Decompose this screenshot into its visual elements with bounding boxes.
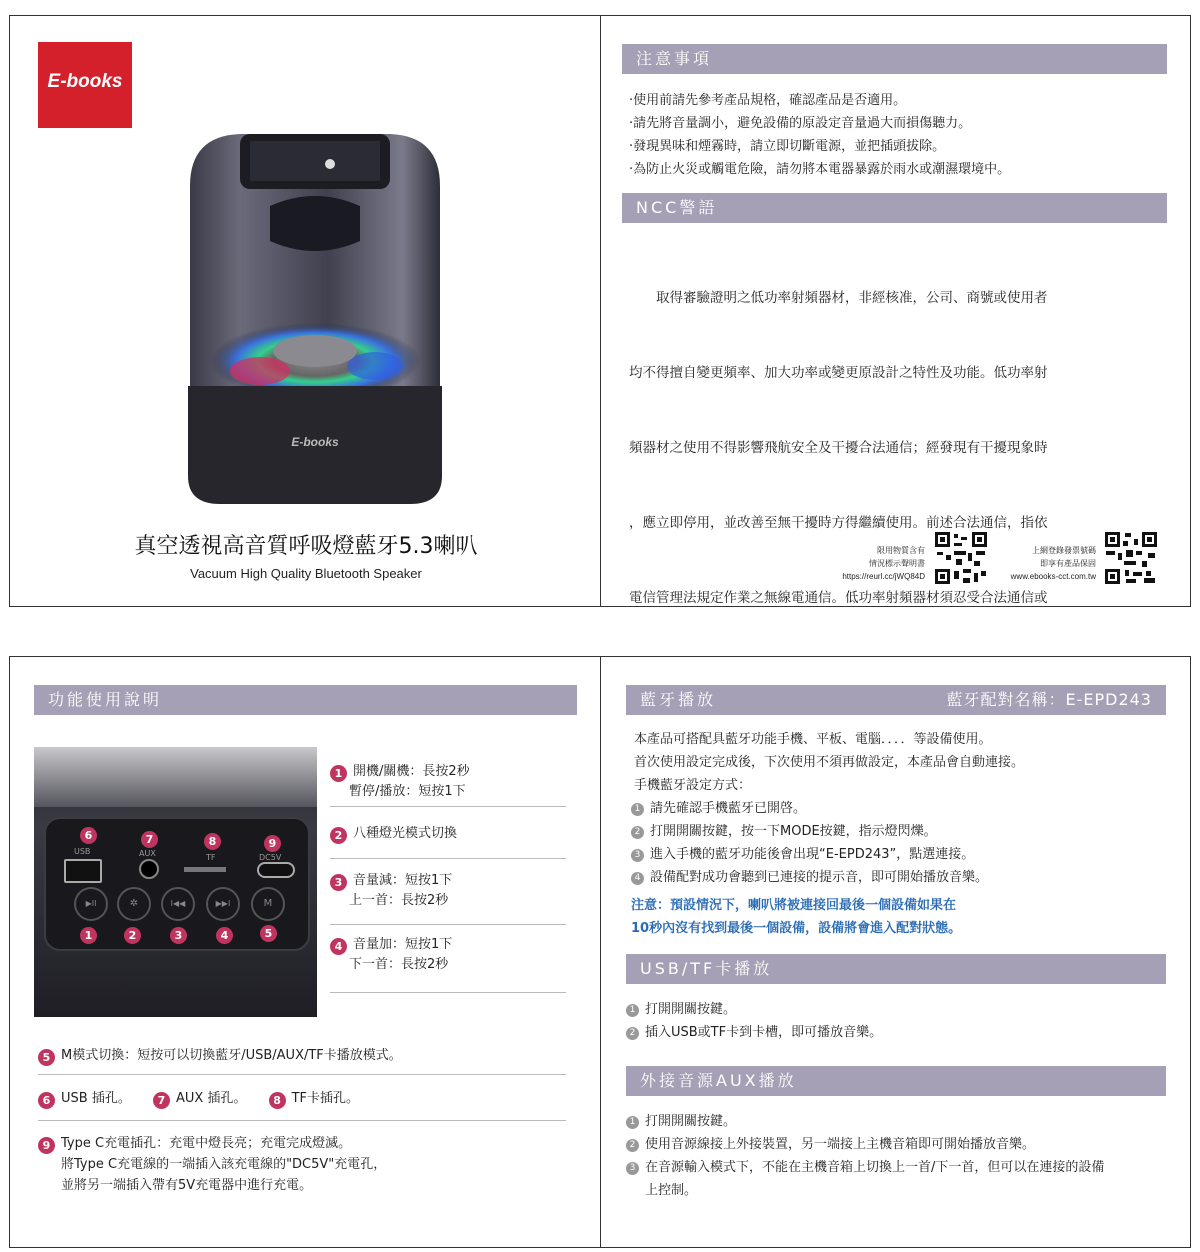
aux-step-continuation: 上控制。 (645, 1183, 698, 1198)
port-label-usb: USB (74, 847, 91, 856)
divider (38, 1074, 566, 1075)
divider (330, 806, 566, 807)
step-number: 2 (631, 826, 644, 839)
notes-panel (600, 15, 1191, 607)
m-button[interactable]: M (251, 887, 285, 921)
function-number: 3 (330, 874, 347, 891)
ncc-line: 電信管理法規定作業之無線電通信。低功率射頻器材須忍受合法通信或 (629, 590, 1048, 606)
bluetooth-intro: 手機藍牙設定方式： (634, 778, 752, 793)
usbtf-step (626, 1021, 882, 1044)
product-title-en: Vacuum High Quality Bluetooth Speaker (190, 566, 422, 581)
step-text: 設備配對成功會聽到已連接的提示音，即可開始播放音樂。 (650, 870, 989, 885)
brand-logo (38, 42, 132, 128)
function-number: 1 (330, 765, 347, 782)
qr-left-link[interactable]: https://reurl.cc/jWQ84D (842, 572, 925, 581)
aux-port (139, 859, 159, 879)
divider (330, 992, 566, 993)
control-panel-photo (34, 747, 317, 1017)
notes-item: ‧使用前請先參考產品規格，確認產品是否適用。 (629, 93, 907, 108)
function-text: Type C充電插孔：充電中燈長亮；充電完成燈滅。 (61, 1136, 352, 1151)
brand-logo-text: E-books (47, 71, 123, 92)
step-number: 3 (626, 1162, 639, 1175)
function-item (330, 762, 470, 802)
function-number: 8 (269, 1092, 286, 1109)
usbtf-header: USB/TF卡播放 (626, 954, 1166, 984)
function-text: 下一首：長按2秒 (349, 957, 449, 972)
function-text: 音量加：短按1下 (353, 937, 453, 952)
function-text: M模式切換：短按可以切換藍牙/USB/AUX/TF卡播放模式。 (61, 1048, 402, 1063)
bluetooth-step (631, 843, 974, 866)
step-number: 1 (626, 1004, 639, 1017)
notes-item: ‧請先將音量調小，避免設備的原設定音量過大而損傷聽力。 (629, 116, 972, 131)
step-text: 在音源輸入模式下，不能在主機音箱上切換上一首/下一首，但可以在連接的設備 (645, 1160, 1105, 1175)
function-item (330, 935, 452, 975)
bluetooth-pair-name: 藍牙配對名稱：E-EPD243 (946, 690, 1152, 709)
bluetooth-note: 10秒內沒有找到最後一個設備，設備將會進入配對狀態。 (631, 921, 962, 936)
ncc-line: 取得審驗證明之低功率射頻器材，非經核准，公司、商號或使用者 (629, 290, 1048, 306)
step-number: 1 (626, 1116, 639, 1129)
tf-slot (184, 867, 226, 872)
callout-number: 2 (124, 927, 141, 944)
function-text: 並將另一端插入帶有5V充電器中進行充電。 (61, 1178, 313, 1193)
callout-number: 7 (141, 831, 158, 848)
product-title-zh: 真空透視高音質呼吸燈藍牙5.3喇叭 (134, 534, 478, 559)
step-text: 打開開關按鍵。 (645, 1002, 737, 1017)
bluetooth-note: 注意：預設情況下，喇叭將被連接回最後一個設備如果在 (631, 898, 957, 913)
step-text: 使用音源線接上外接裝置，另一端接上主機音箱即可開始播放音樂。 (645, 1137, 1036, 1152)
bluetooth-header-title: 藍牙播放 (640, 690, 717, 709)
step-text: 打開開關按鍵。 (645, 1114, 737, 1129)
qr-right-link[interactable]: www.ebooks-cct.com.tw (1010, 572, 1096, 581)
step-text: 進入手機的藍牙功能後會出現“E-EPD243”，點選連接。 (650, 847, 975, 862)
step-number: 4 (631, 872, 644, 885)
usbtf-step (626, 998, 736, 1021)
step-number: 2 (626, 1139, 639, 1152)
function-number: 6 (38, 1092, 55, 1109)
step-number: 1 (631, 803, 644, 816)
play-pause-button[interactable]: ▶II (74, 887, 108, 921)
port-label-tf: TF (206, 853, 216, 862)
qr-left-line: 限用物質含有 (877, 546, 925, 555)
bluetooth-step (631, 797, 806, 820)
aux-step (626, 1156, 1104, 1179)
usb-port (64, 859, 102, 883)
bluetooth-step (631, 866, 988, 889)
callout-number: 3 (170, 927, 187, 944)
notes-item: ‧為防止火災或觸電危險，請勿將本電器暴露於雨水或潮濕環境中。 (629, 162, 1011, 177)
function-text: USB 插孔。 (61, 1091, 131, 1106)
bluetooth-intro: 本產品可搭配具藍牙功能手機、平板、電腦．．．．等設備使用。 (634, 732, 992, 747)
step-number: 2 (626, 1027, 639, 1040)
divider (330, 858, 566, 859)
mode-button[interactable]: ✲ (117, 887, 151, 921)
qr-code-right[interactable] (1104, 531, 1158, 585)
bluetooth-intro: 首次使用設定完成後，下次使用不須再做設定，本產品會自動連接。 (634, 755, 1025, 770)
qr-right-line: 即享有產品保固 (1040, 559, 1096, 568)
qr-right-line: 上網登錄發票號碼 (1032, 546, 1096, 555)
function-number: 9 (38, 1137, 55, 1154)
aux-header: 外接音源AUX播放 (626, 1066, 1166, 1096)
function-text: 開機/關機：長按2秒 (353, 764, 470, 779)
bluetooth-step (631, 820, 937, 843)
typec-item (38, 1133, 386, 1196)
speaker-brand-mark: E-books (291, 435, 339, 449)
ports-item (38, 1087, 359, 1109)
step-text: 插入USB或TF卡到卡槽，即可播放音樂。 (645, 1025, 883, 1040)
function-item (330, 871, 452, 911)
dc5v-port (257, 862, 295, 878)
ncc-line: ，應立即停用，並改善至無干擾時方得繼續使用。前述合法通信，指依 (629, 515, 1048, 531)
cover-panel (9, 15, 601, 607)
bluetooth-header (626, 685, 1166, 715)
notes-item: ‧發現異味和煙霧時，請立即切斷電源，並把插頭拔除。 (629, 139, 946, 154)
callout-number: 4 (216, 927, 233, 944)
qr-left-line: 情況標示聲明書 (869, 559, 925, 568)
ncc-line: 頻器材之使用不得影響飛航安全及干擾合法通信；經發現有干擾現象時 (629, 440, 1048, 456)
next-button[interactable]: ▶▶I (206, 887, 240, 921)
callout-number: 9 (264, 835, 281, 852)
step-text: 打開開關按鍵，按一下MODE按鍵，指示燈閃爍。 (650, 824, 937, 839)
prev-button[interactable]: I◀◀ (161, 887, 195, 921)
aux-step (626, 1133, 1035, 1156)
m-mode-item (38, 1044, 402, 1066)
playback-panel (600, 656, 1191, 1248)
function-text: AUX 插孔。 (175, 1091, 247, 1106)
aux-step (626, 1110, 736, 1133)
qr-code-left[interactable] (934, 531, 988, 585)
notes-header: 注意事項 (622, 44, 1167, 74)
step-number: 3 (631, 849, 644, 862)
function-number: 4 (330, 938, 347, 955)
port-label-dc5v: DC5V (259, 853, 282, 862)
qr-left-caption (831, 544, 925, 583)
function-item (330, 824, 457, 844)
ncc-header: NCC警語 (622, 193, 1167, 223)
qr-right-caption (996, 544, 1096, 583)
function-number: 5 (38, 1049, 55, 1066)
function-text: 將Type C充電線的一端插入該充電線的"DC5V"充電孔， (61, 1157, 387, 1172)
step-text: 請先確認手機藍牙已開啓。 (650, 801, 807, 816)
function-number: 2 (330, 827, 347, 844)
callout-number: 1 (80, 927, 97, 944)
ncc-line: 均不得擅自變更頻率、加大功率或變更原設計之特性及功能。低功率射 (629, 365, 1048, 381)
function-text: 八種燈光模式切換 (353, 826, 458, 841)
functions-panel (9, 656, 601, 1248)
callout-number: 8 (204, 833, 221, 850)
function-text: 上一首：長按2秒 (349, 893, 449, 908)
divider (330, 924, 566, 925)
divider (38, 1120, 566, 1121)
callout-number: 6 (80, 827, 97, 844)
function-text: 音量減：短按1下 (353, 873, 453, 888)
port-label-aux: AUX (139, 849, 156, 858)
function-text: TF卡插孔。 (291, 1091, 359, 1106)
speaker-photo (170, 116, 460, 516)
function-text: 暫停/播放：短按1下 (349, 784, 466, 799)
functions-header: 功能使用說明 (34, 685, 577, 715)
function-number: 7 (153, 1092, 170, 1109)
callout-number: 5 (260, 925, 277, 942)
